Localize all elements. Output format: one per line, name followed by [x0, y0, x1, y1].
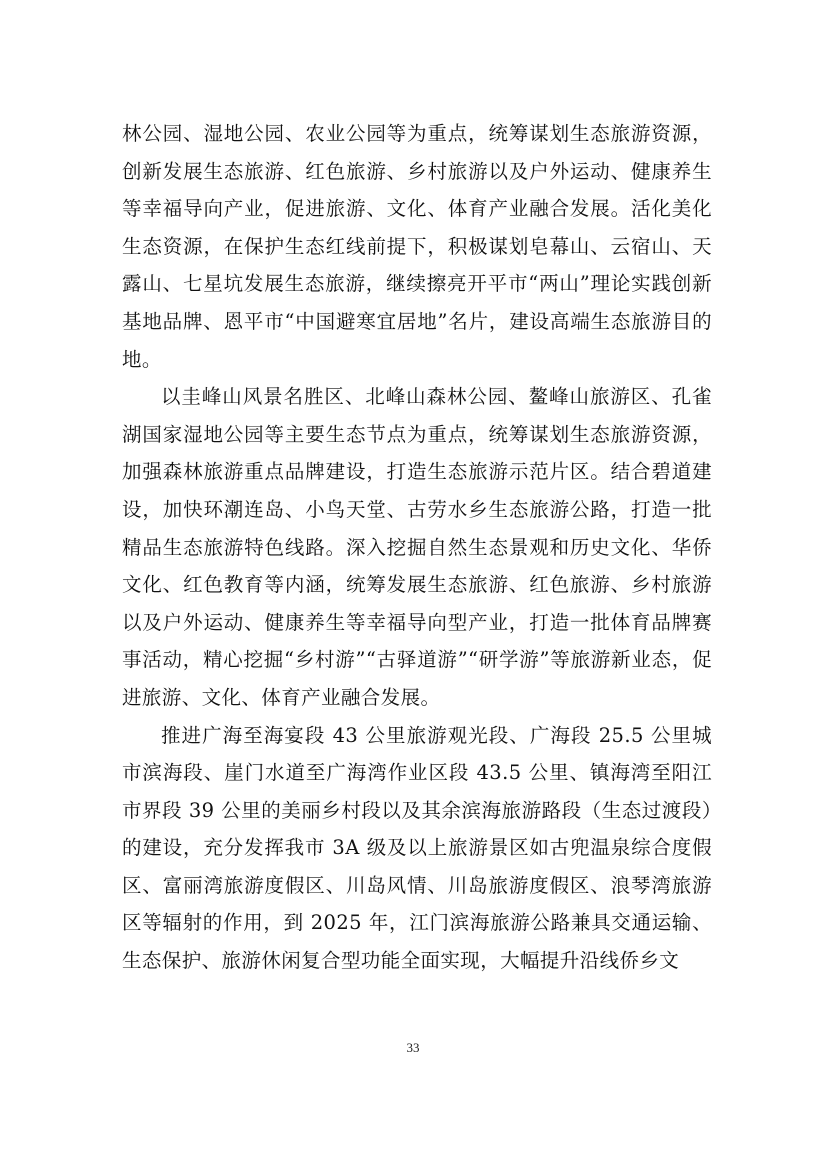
- paragraph-coastal-tourism-road: 推进广海至海宴段 43 公里旅游观光段、广海段 25.5 公里城市滨海段、崖门水道至广海湾作业区段 43.5 公里、镇海湾至阳江市界段 39 公里的美丽乡村段以及其余滨海旅游路段（生态过渡段）的建设，充分发挥我市 3A 级及以上旅游景区如古兜温泉综合度假区、富丽湾旅游度假区、川岛风情、川岛旅游度假区、浪琴湾旅游区等辐射的作用，到 2025 年，江门滨海旅游公路兼具交通运输、生态保护、旅游休闲复合型功能全面实现，大幅提升沿线侨乡文: [122, 723, 712, 973]
- page-number: 33: [406, 1040, 420, 1055]
- paragraph-eco-tourism-nodes: 以圭峰山风景名胜区、北峰山森林公园、鳌峰山旅游区、孔雀湖国家湿地公园等主要生态节点为重点，统筹谋划生态旅游资源，加强森林旅游重点品牌建设，打造生态旅游示范片区。结合碧道建设，加快环潮连岛、小鸟天堂、古劳水乡生态旅游公路，打造一批精品生态旅游特色线路。深入挖掘自然生态景观和历史文化、华侨文化、红色教育等内涵，统筹发展生态旅游、红色旅游、乡村旅游以及户外运动、健康养生等幸福导向型产业，打造一批体育品牌赛事活动，精心挖掘“乡村游”“古驿道游”“研学游”等旅游新业态，促进旅游、文化、体育产业融合发展。: [122, 385, 712, 709]
- paragraph-continuation: 林公园、湿地公园、农业公园等为重点，统筹谋划生态旅游资源，创新发展生态旅游、红色旅游、乡村旅游以及户外运动、健康养生等幸福导向产业，促进旅游、文化、体育产业融合发展。活化美化生态资源，在保护生态红线前提下，积极谋划皂幕山、云宿山、天露山、七星坑发展生态旅游，继续擦亮开平市“两山”理论实践创新基地品牌、恩平市“中国避寒宜居地”名片，建设高端生态旅游目的地。: [122, 122, 712, 371]
- body-text: [122, 115, 712, 980]
